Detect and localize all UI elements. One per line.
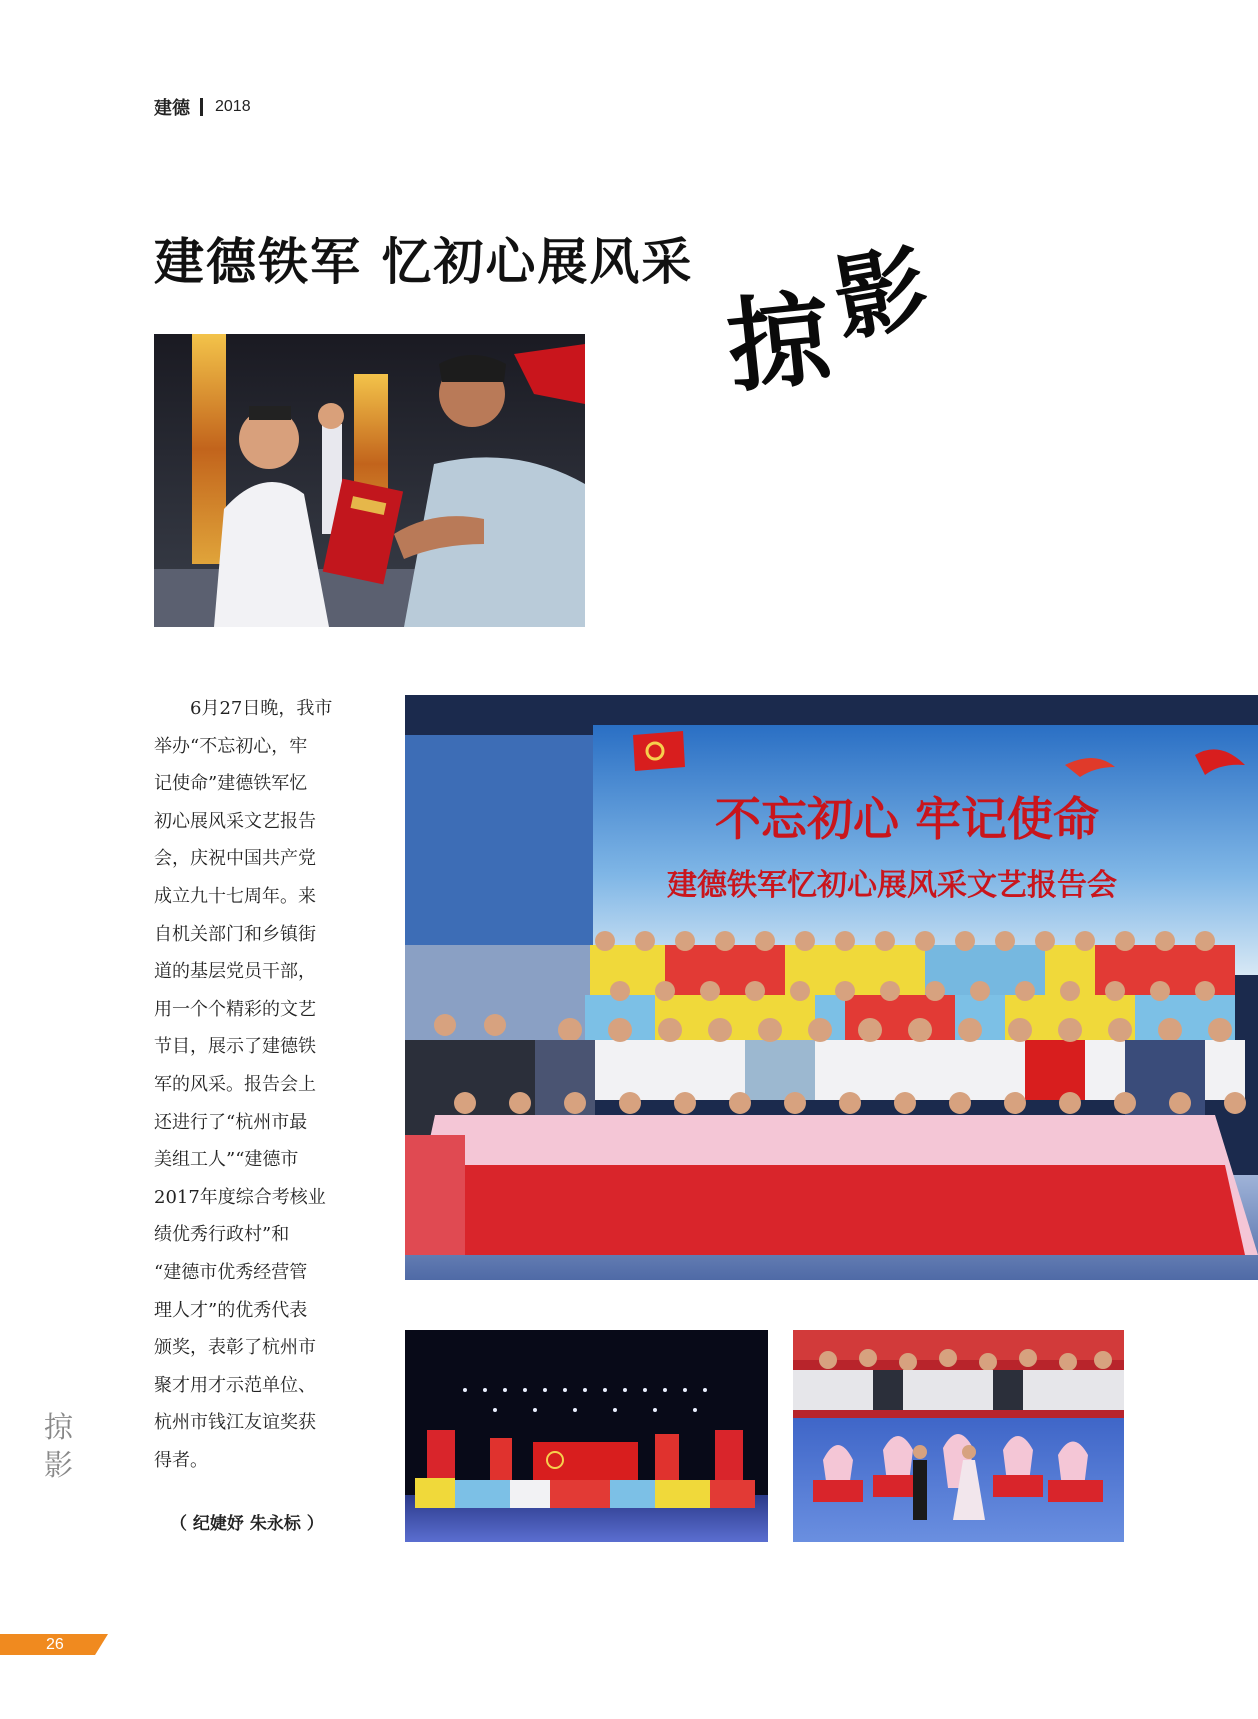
body-line: 自机关部门和乡镇街 xyxy=(154,923,316,945)
body-line: 记使命”建德铁军忆 xyxy=(154,773,308,795)
award-presentation-photo xyxy=(154,334,585,627)
body-line: 初心展风采文艺报告 xyxy=(154,810,316,832)
stage-performance-photo xyxy=(405,1330,768,1542)
publication-name: 建德 xyxy=(154,98,190,119)
section-side-label xyxy=(44,1408,78,1484)
page-header xyxy=(154,94,251,120)
group-stage-photo xyxy=(405,695,1258,1280)
body-line: 道的基层党员干部， xyxy=(154,961,316,983)
body-line: 节目，展示了建德铁 xyxy=(154,1036,316,1058)
body-line: 杭州市钱江友谊奖获 xyxy=(154,1412,316,1434)
body-line: 用一个个精彩的文艺 xyxy=(154,998,316,1020)
article-body xyxy=(154,690,334,1479)
body-line: 会，庆祝中国共产党 xyxy=(154,848,316,870)
section-calligraphy-char-1: 掠 xyxy=(722,277,836,409)
photo-credit: （ 纪婕妤 朱永标 ） xyxy=(170,1514,324,1534)
article-title: 建德铁军 忆初心展风采 xyxy=(154,233,694,291)
side-label-char-1: 掠 xyxy=(44,1410,74,1444)
body-line: 美组工人”“建德市 xyxy=(154,1149,299,1171)
body-line: 聚才用才示范单位、 xyxy=(154,1374,316,1396)
body-line: 军的风采。报告会上 xyxy=(154,1073,316,1095)
body-line: 绩优秀行政村”和 xyxy=(154,1224,290,1246)
publication-year: 2018 xyxy=(215,98,251,115)
backdrop-slogan: 不忘初心 牢记使命 xyxy=(715,792,1100,846)
body-line: 得者。 xyxy=(154,1449,208,1471)
dance-performance-photo xyxy=(793,1330,1124,1542)
body-line: 2017年度综合考核业 xyxy=(154,1186,326,1208)
header-divider xyxy=(200,98,203,116)
section-calligraphy-char-2: 影 xyxy=(826,232,936,356)
side-label-char-2: 影 xyxy=(44,1448,74,1482)
body-line: 举办“不忘初心，牢 xyxy=(154,735,308,757)
page-number: 26 xyxy=(46,1636,64,1653)
body-line: 成立九十七周年。来 xyxy=(154,885,316,907)
body-line: “建德市优秀经营管 xyxy=(154,1261,308,1283)
body-line: 颁奖，表彰了杭州市 xyxy=(154,1337,316,1359)
backdrop-title: 建德铁军忆初心展风采文艺报告会 xyxy=(667,868,1117,903)
body-line: 6月27日晚，我市 xyxy=(154,698,333,719)
body-line: 理人才”的优秀代表 xyxy=(154,1299,308,1321)
body-line: 还进行了“杭州市最 xyxy=(154,1111,308,1133)
